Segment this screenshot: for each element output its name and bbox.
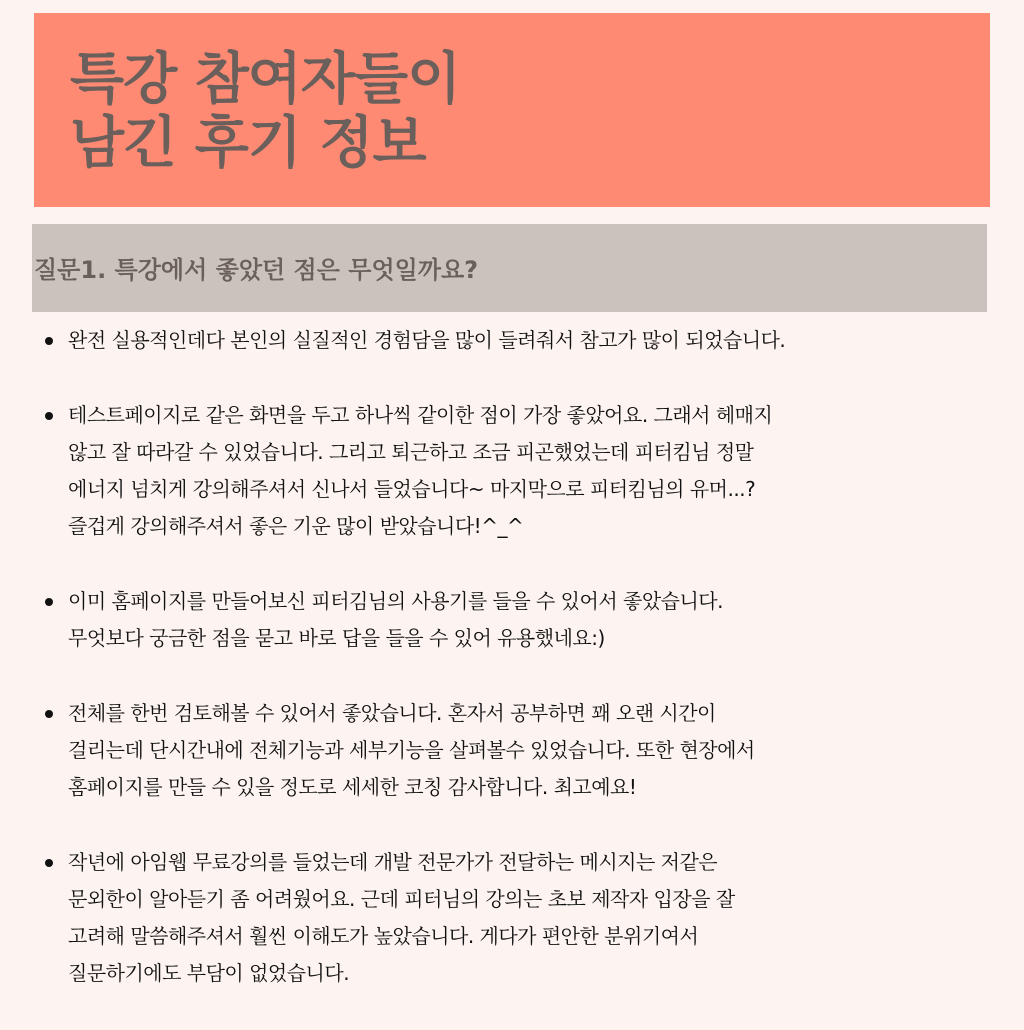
review-line: 전체를 한번 검토해볼 수 있어서 좋았습니다. 혼자서 공부하면 꽤 오랜 시간이 — [68, 701, 716, 725]
review-item-5 — [0, 844, 1024, 992]
bullet-icon — [45, 710, 53, 718]
review-line: 에너지 넘치게 강의해주셔서 신나서 들었습니다~ 마지막으로 피터킴님의 유머...? — [68, 477, 756, 501]
review-line: 이미 홈페이지를 만들어보신 피터김님의 사용기를 들을 수 있어서 좋았습니다. — [68, 589, 723, 613]
review-line: 고려해 말씀해주셔서 훨씬 이해도가 높았습니다. 게다가 편안한 분위기여서 — [68, 924, 699, 948]
review-line: 완전 실용적인데다 본인의 실질적인 경험담을 많이 들려줘서 참고가 많이 되었습니다. — [68, 328, 786, 352]
title-line-2: 남긴 후기 정보 — [70, 111, 426, 176]
review-line: 홈페이지를 만들 수 있을 정도로 세세한 코칭 감사합니다. 최고예요! — [68, 775, 637, 799]
review-item-1 — [0, 322, 1024, 359]
title-line-1: 특강 참여자들이 — [70, 47, 461, 112]
bullet-icon — [45, 598, 53, 606]
bullet-icon — [45, 412, 53, 420]
bullet-icon — [45, 337, 53, 345]
review-line: 즐겁게 강의해주셔서 좋은 기운 많이 받았습니다!^_^ — [68, 514, 524, 538]
review-line: 무엇보다 궁금한 점을 묻고 바로 답을 들을 수 있어 유용했네요:) — [68, 626, 605, 650]
review-line: 문외한이 알아듣기 좀 어려웠어요. 근데 피터님의 강의는 초보 제작자 입장을 잘 — [68, 887, 735, 911]
review-line: 걸리는데 단시간내에 전체기능과 세부기능을 살펴볼수 있었습니다. 또한 현장에서 — [68, 738, 755, 762]
review-line: 테스트페이지로 같은 화면을 두고 하나씩 같이한 점이 가장 좋았어요. 그래서 헤매지 — [68, 403, 773, 427]
review-item-4 — [0, 695, 1024, 806]
review-line: 작년에 아임웹 무료강의를 들었는데 개발 전문가가 전달하는 메시지는 저같은 — [68, 850, 718, 874]
review-line: 않고 잘 따라갈 수 있었습니다. 그리고 퇴근하고 조금 피곤했었는데 피터킴님 정말 — [68, 440, 754, 464]
review-line: 질문하기에도 부담이 없었습니다. — [68, 961, 350, 985]
review-item-2 — [0, 397, 1024, 545]
review-list — [0, 322, 1024, 1030]
question-heading: 질문1. 특강에서 좋았던 점은 무엇일까요? — [34, 256, 479, 284]
page-title — [70, 48, 460, 176]
review-item-3 — [0, 583, 1024, 657]
bullet-icon — [45, 859, 53, 867]
